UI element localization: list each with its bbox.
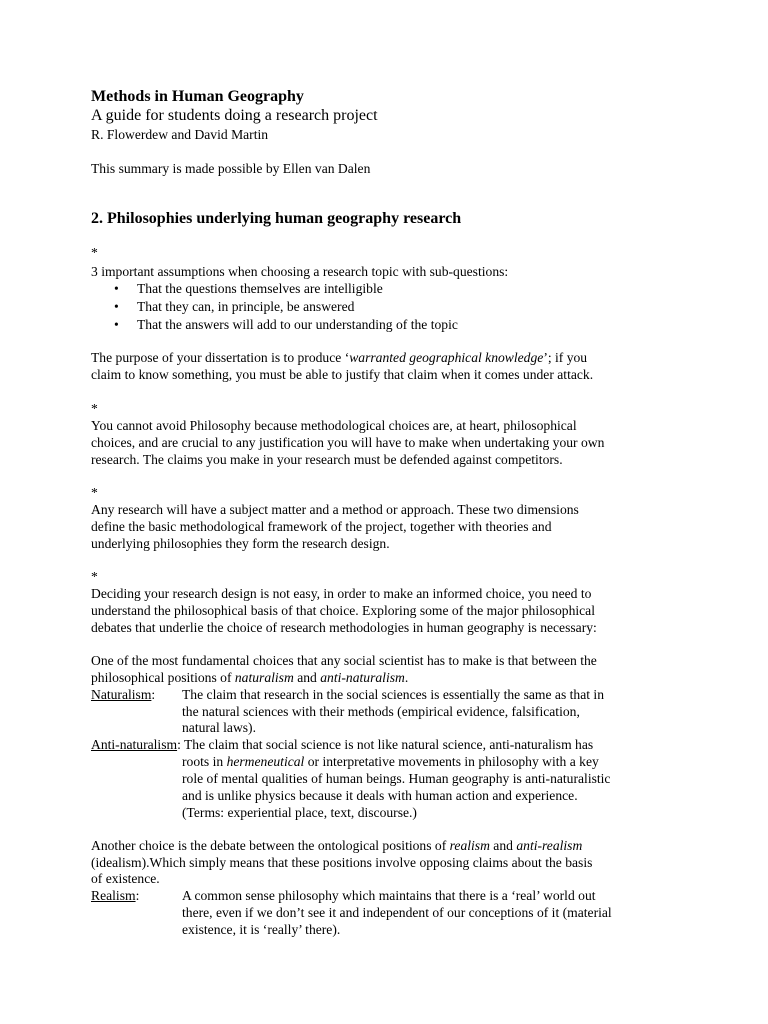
text-span: : — [151, 687, 156, 702]
definition-line: (Terms: experiential place, text, discourse.) — [182, 805, 417, 820]
paragraph-line: of existence. — [91, 871, 160, 886]
bullet-marker: • — [114, 281, 119, 296]
separator-star: * — [91, 245, 98, 260]
emphasis-text: anti-naturalism — [320, 670, 405, 685]
paragraph-line: You cannot avoid Philosophy because methodological choices are, at heart, philosophical — [91, 418, 577, 433]
term-label: Anti-naturalism — [91, 737, 178, 752]
paragraph-line — [91, 837, 582, 854]
term-label: Realism — [91, 888, 136, 903]
definition-line: and is unlike physics because it deals with human action and experience. — [182, 788, 578, 803]
definition-line: there, even if we don’t see it and independent of our conceptions of it (material — [182, 905, 612, 920]
list-item-text: That they can, in principle, be answered — [137, 299, 355, 314]
list-item-text: That the answers will add to our understanding of the topic — [137, 317, 458, 332]
separator-star: * — [91, 485, 98, 500]
definition-term — [91, 736, 593, 753]
paragraph-line: choices, and are crucial to any justification you will have to make when undertaking your own — [91, 435, 605, 450]
text-span: or interpretative movements in philosophy with a key — [304, 754, 599, 769]
definition-line: natural laws). — [182, 720, 256, 735]
purpose-line — [91, 349, 587, 366]
definition-line: : The claim that social science is not like natural science, anti-naturalism has — [177, 737, 594, 752]
definition-line: the natural sciences with their methods (empirical evidence, falsification, — [182, 704, 580, 719]
paragraph-line: (idealism).Which simply means that these positions involve opposing claims about the basis — [91, 855, 593, 870]
paragraph-line: Deciding your research design is not easy, in order to make an informed choice, you need to — [91, 586, 592, 601]
list-item-text: That the questions themselves are intelligible — [137, 281, 383, 296]
assumptions-intro: 3 important assumptions when choosing a research topic with sub-questions: — [91, 264, 509, 279]
paragraph-line: define the basic methodological framework of the project, together with theories and — [91, 519, 552, 534]
bullet-marker: • — [114, 299, 119, 314]
definition-line — [182, 753, 599, 770]
definition-line: role of mental qualities of human beings. Human geography is anti-naturalistic — [182, 771, 611, 786]
paragraph-line: understand the philosophical basis of that choice. Exploring some of the major philosophical — [91, 603, 595, 618]
text-span: roots in — [182, 754, 227, 769]
emphasis-text: naturalism — [234, 670, 294, 685]
purpose-line: claim to know something, you must be able to justify that claim when it comes under attack. — [91, 367, 594, 382]
emphasis-text: anti-realism — [516, 838, 583, 853]
credit-line: This summary is made possible by Ellen van Dalen — [91, 161, 371, 176]
separator-star: * — [91, 401, 98, 416]
paragraph-line: research. The claims you make in your research must be defended against competitors. — [91, 452, 563, 467]
document-title: Methods in Human Geography — [91, 88, 304, 105]
paragraph-line — [91, 669, 408, 686]
section-heading: 2. Philosophies underlying human geography research — [91, 210, 462, 227]
paragraph-line: Any research will have a subject matter and a method or approach. These two dimensions — [91, 502, 579, 517]
text-span: Another choice is the debate between the ontological positions of — [91, 838, 450, 853]
document-subtitle: A guide for students doing a research project — [91, 107, 378, 124]
text-span: philosophical positions of — [91, 670, 235, 685]
list-item — [114, 316, 458, 333]
text-span: ’; if you — [543, 350, 588, 365]
separator-star: * — [91, 569, 98, 584]
text-span: . — [404, 670, 409, 685]
emphasis-text: warranted geographical knowledge — [349, 350, 544, 365]
list-item — [114, 298, 354, 315]
emphasis-text: hermeneutical — [226, 754, 305, 769]
paragraph-line: One of the most fundamental choices that any social scientist has to make is that between the — [91, 653, 597, 668]
document-authors: R. Flowerdew and David Martin — [91, 127, 269, 142]
text-span: and — [293, 670, 321, 685]
text-span: The purpose of your dissertation is to produce ‘ — [91, 350, 350, 365]
paragraph-line: debates that underlie the choice of research methodologies in human geography is necessary: — [91, 620, 597, 635]
paragraph-line: underlying philosophies they form the research design. — [91, 536, 390, 551]
definition-line: The claim that research in the social sciences is essentially the same as that in — [182, 687, 605, 702]
definition-term — [91, 686, 155, 703]
emphasis-text: realism — [449, 838, 490, 853]
text-span: : — [135, 888, 140, 903]
definition-line: A common sense philosophy which maintains that there is a ‘real’ world out — [182, 888, 596, 903]
bullet-marker: • — [114, 317, 119, 332]
definition-line: existence, it is ‘really’ there). — [182, 922, 341, 937]
definition-term — [91, 887, 139, 904]
term-label: Naturalism — [91, 687, 152, 702]
text-span: and — [489, 838, 517, 853]
list-item — [114, 280, 383, 297]
